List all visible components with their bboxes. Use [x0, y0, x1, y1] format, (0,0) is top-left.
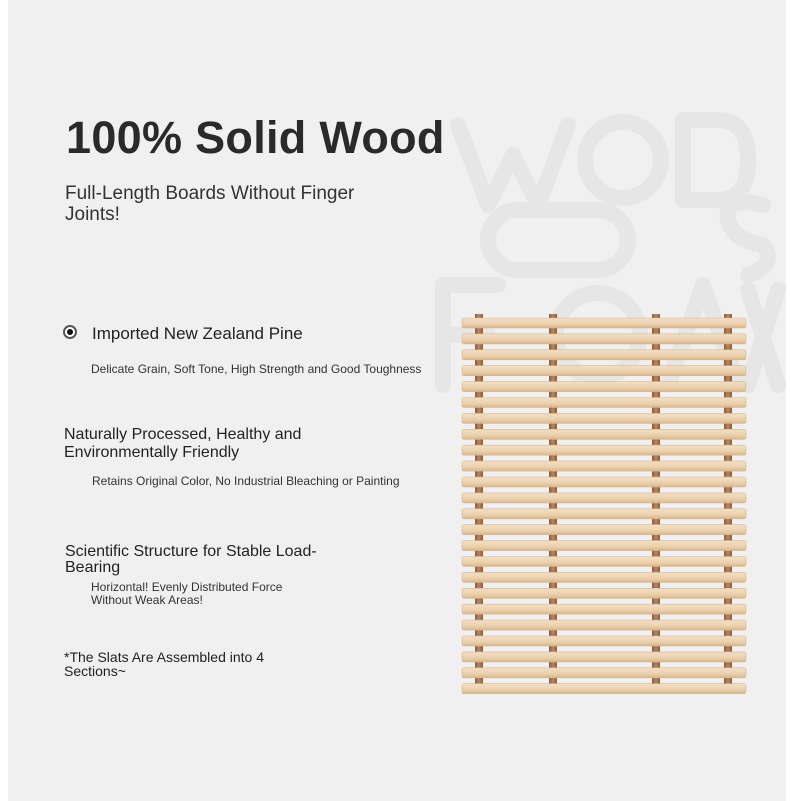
feature-1-description: Delicate Grain, Soft Tone, High Strength and Good Toughness — [91, 362, 422, 376]
slat — [462, 636, 746, 646]
wooden-slat-bed-base-image — [460, 314, 748, 694]
slat — [462, 366, 746, 376]
slat — [462, 461, 746, 471]
slat — [462, 620, 746, 630]
slat — [462, 493, 746, 503]
subheadline: Full-Length Boards Without Finger Joints! — [65, 183, 355, 225]
footnote: *The Slats Are Assembled into 4 Sections~ — [64, 649, 264, 679]
slat — [462, 604, 746, 614]
slat — [462, 541, 746, 551]
headline: 100% Solid Wood — [66, 112, 445, 163]
slat — [462, 509, 746, 519]
slat — [462, 557, 746, 567]
slat — [462, 525, 746, 535]
slat — [462, 318, 746, 328]
slat — [462, 350, 746, 360]
feature-2-title: Naturally Processed, Healthy and Environmentally Friendly — [64, 426, 302, 461]
slat — [462, 334, 746, 344]
feature-3-title: Scientific Structure for Stable Load-Bearing — [65, 543, 317, 576]
feature-1-title: Imported New Zealand Pine — [92, 324, 303, 343]
slat — [462, 429, 746, 439]
slat — [462, 445, 746, 455]
slat — [462, 668, 746, 678]
feature-3-description: Horizontal! Evenly Distributed Force Without Weak Areas! — [91, 580, 283, 607]
slat — [462, 588, 746, 598]
slat — [462, 413, 746, 423]
slat — [462, 477, 746, 487]
slat — [462, 572, 746, 582]
slat — [462, 382, 746, 392]
radio-selected-icon — [63, 325, 77, 339]
feature-2-description: Retains Original Color, No Industrial Bleaching or Painting — [92, 474, 400, 488]
slat — [462, 652, 746, 662]
slat — [462, 684, 746, 694]
slat — [462, 398, 746, 408]
